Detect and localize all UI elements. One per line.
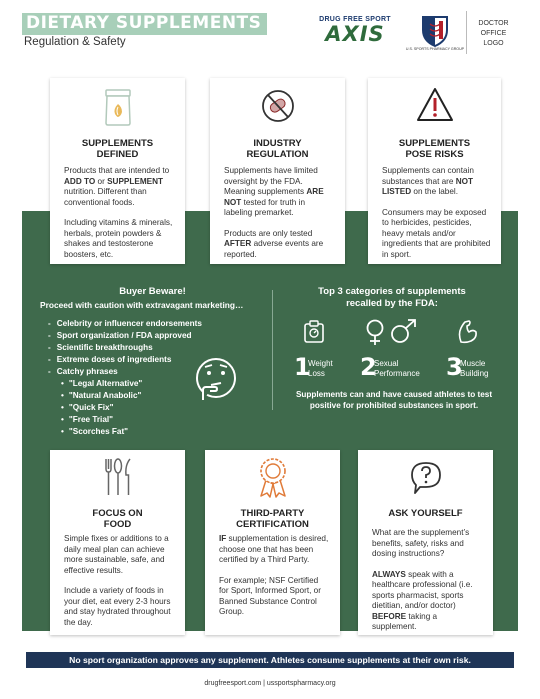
gender-symbols-icon [364, 318, 420, 346]
drug-free-sport-axis-logo [306, 16, 404, 50]
fda-category-weight-loss [294, 355, 364, 381]
emphasis-text: ALWAYS [372, 569, 406, 579]
fda-category-muscle-building [446, 355, 506, 381]
card-ask-yourself [358, 450, 493, 635]
card-supplements-defined [50, 78, 185, 264]
emphasis-text: ARE NOT [224, 187, 324, 207]
card-title-line: CERTIFICATION [236, 519, 309, 530]
footer-urls: drugfreesport.com | ussportspharmacy.org [204, 680, 336, 687]
card-paragraph: Including vitamins & minerals, herbals, protein powders & shakes and testosterone boosters, etc. [64, 218, 173, 259]
card-paragraph: Products that are intended to ADD TO or SUPPLEMENT nutrition. Different than conventional foods. [64, 166, 170, 207]
list-item: - Sport organization / FDA approved [58, 330, 265, 342]
emphasis-text: BEFORE [372, 611, 407, 621]
pharmacy-shield-icon [410, 14, 460, 48]
card-body [219, 534, 330, 628]
category-label-line: Loss [308, 369, 325, 378]
page-title: DIETARY SUPPLEMENTS [22, 13, 267, 35]
card-title-line: DEFINED [96, 149, 139, 160]
card-title [210, 138, 345, 160]
list-item: - Extreme doses of ingredients [58, 354, 265, 366]
emphasis-text: AFTER [224, 239, 252, 248]
doctor-logo-line: OFFICE [480, 30, 507, 37]
fda-category-sexual-performance [360, 355, 440, 381]
card-paragraph: For example; NSF Certified for Sport, Informed Sport, or Banned Substance Control Group. [219, 575, 321, 616]
category-label [308, 359, 368, 379]
card-title-line: FOOD [103, 519, 132, 530]
category-label-line: Sexual [374, 359, 399, 368]
award-ribbon-icon [256, 456, 290, 498]
disclaimer-banner: No sport organization approves any supplement. Athletes consume supplements at their own risk. [26, 652, 514, 668]
card-title-line: ASK YOURSELF [388, 508, 463, 519]
card-title [50, 138, 185, 160]
card-paragraph: ALWAYS speak with a healthcare professional (i.e. sports pharmacist, sports dietitian, and/or doctor) BEFORE taking a supplement. [372, 569, 473, 631]
emphasis-text: SUPPLEMENT [107, 176, 164, 186]
usp-logo-text: U.S. SPORTS PHARMACY GROUP [405, 47, 465, 51]
card-paragraph: Supplements have limited oversight by the FDA. Meaning supplements ARE NOT tested for truth in labeling premarket. [224, 166, 324, 217]
list-item: • "Legal Alternative" [70, 378, 265, 390]
list-item: - Scientific breakthroughs [58, 342, 265, 354]
card-industry-regulation [210, 78, 345, 264]
scale-icon [303, 320, 325, 344]
axis-logo-main: AXIS [325, 22, 385, 46]
card-body [382, 166, 491, 270]
no-pill-icon [261, 87, 295, 125]
card-title-line: SUPPLEMENTS [81, 138, 154, 149]
card-title [50, 508, 185, 530]
list-item: • "Free Trial" [70, 414, 265, 426]
card-paragraph: Simple fixes or additions to a daily meal plan can achieve more sustainable, safe, and effective results. [64, 534, 169, 575]
card-third-party-certification [205, 450, 340, 635]
category-label [460, 359, 520, 379]
buyer-beware-title: Buyer Beware! [119, 286, 186, 297]
card-body [224, 166, 335, 270]
emphasis-text: NOT LISTED [382, 176, 474, 196]
category-label-line: Building [460, 369, 489, 378]
list-item: • "Quick Fix" [70, 402, 265, 414]
card-body [64, 166, 175, 270]
category-number: 1 [294, 353, 311, 381]
axis-logo-top: DRUG FREE SPORT [319, 16, 391, 23]
category-number: 2 [360, 353, 377, 381]
category-label-line: Muscle [460, 359, 486, 368]
list-item: - Celebrity or influencer endorsements [58, 318, 265, 330]
utensils-icon [100, 457, 136, 497]
fda-note: Supplements can and have caused athletes to test positive for prohibited substances in sport. [295, 390, 493, 410]
card-title-line: FOCUS ON [92, 508, 143, 519]
list-item: • "Natural Anabolic" [70, 390, 265, 402]
list-item: - Catchy phrases [58, 366, 265, 378]
us-sports-pharmacy-logo [405, 14, 465, 54]
card-body [64, 534, 175, 638]
card-title [205, 508, 340, 530]
card-title-line: REGULATION [246, 149, 309, 160]
card-title [368, 138, 501, 160]
card-paragraph: IF supplementation is desired, choose one that has been certified by a Third Party. [219, 534, 329, 564]
card-pose-risks [368, 78, 501, 264]
fda-title-line: Top 3 categories of supplements [318, 286, 466, 297]
card-paragraph: Products are only tested AFTER adverse events are reported. [224, 228, 324, 259]
thinking-face-icon [193, 356, 239, 402]
flexed-arm-icon [455, 318, 479, 344]
fda-title [282, 286, 502, 309]
card-focus-on-food [50, 450, 185, 635]
card-body [372, 528, 483, 643]
category-label-line: Weight [308, 359, 333, 368]
emphasis-text: ADD TO [64, 176, 96, 186]
card-title-line: POSE RISKS [405, 149, 464, 160]
category-label-line: Performance [374, 369, 420, 378]
question-bubble-icon [408, 460, 444, 496]
list-item: • "Scorches Fat" [70, 426, 265, 438]
emphasis-text: IF [219, 534, 227, 543]
fda-title-line: recalled by the FDA: [346, 297, 438, 309]
card-title-line: SUPPLEMENTS [398, 138, 471, 149]
card-paragraph: Include a variety of foods in your diet, eat every 2-3 hours and stay hydrated throughout the day. [64, 586, 171, 627]
page-subtitle: Regulation & Safety [24, 36, 126, 48]
card-title-line: INDUSTRY [253, 138, 302, 149]
supplement-bag-icon [103, 87, 133, 127]
category-number: 3 [446, 353, 463, 381]
fda-recall-section [282, 286, 502, 309]
section-divider [272, 290, 273, 410]
category-label [374, 359, 434, 379]
warning-icon [415, 86, 455, 124]
buyer-beware-subtitle: Proceed with caution with extravagant marketing… [40, 300, 244, 310]
card-paragraph: Consumers may be exposed to herbicides, pesticides, heavy metals and/or ingredients that are prohibited in sport. [382, 207, 491, 259]
doctor-logo-line: DOCTOR [478, 20, 509, 27]
card-paragraph: Supplements can contain substances that are NOT LISTED on the label. [382, 166, 474, 196]
card-title [358, 508, 493, 519]
card-title-line: THIRD-PARTY [240, 508, 305, 519]
card-paragraph: What are the supplement’s benefits, safety, risks and dosing instructions? [372, 528, 470, 558]
header [0, 0, 540, 62]
doctor-logo-line: LOGO [483, 40, 504, 47]
doctor-office-logo [466, 11, 520, 54]
